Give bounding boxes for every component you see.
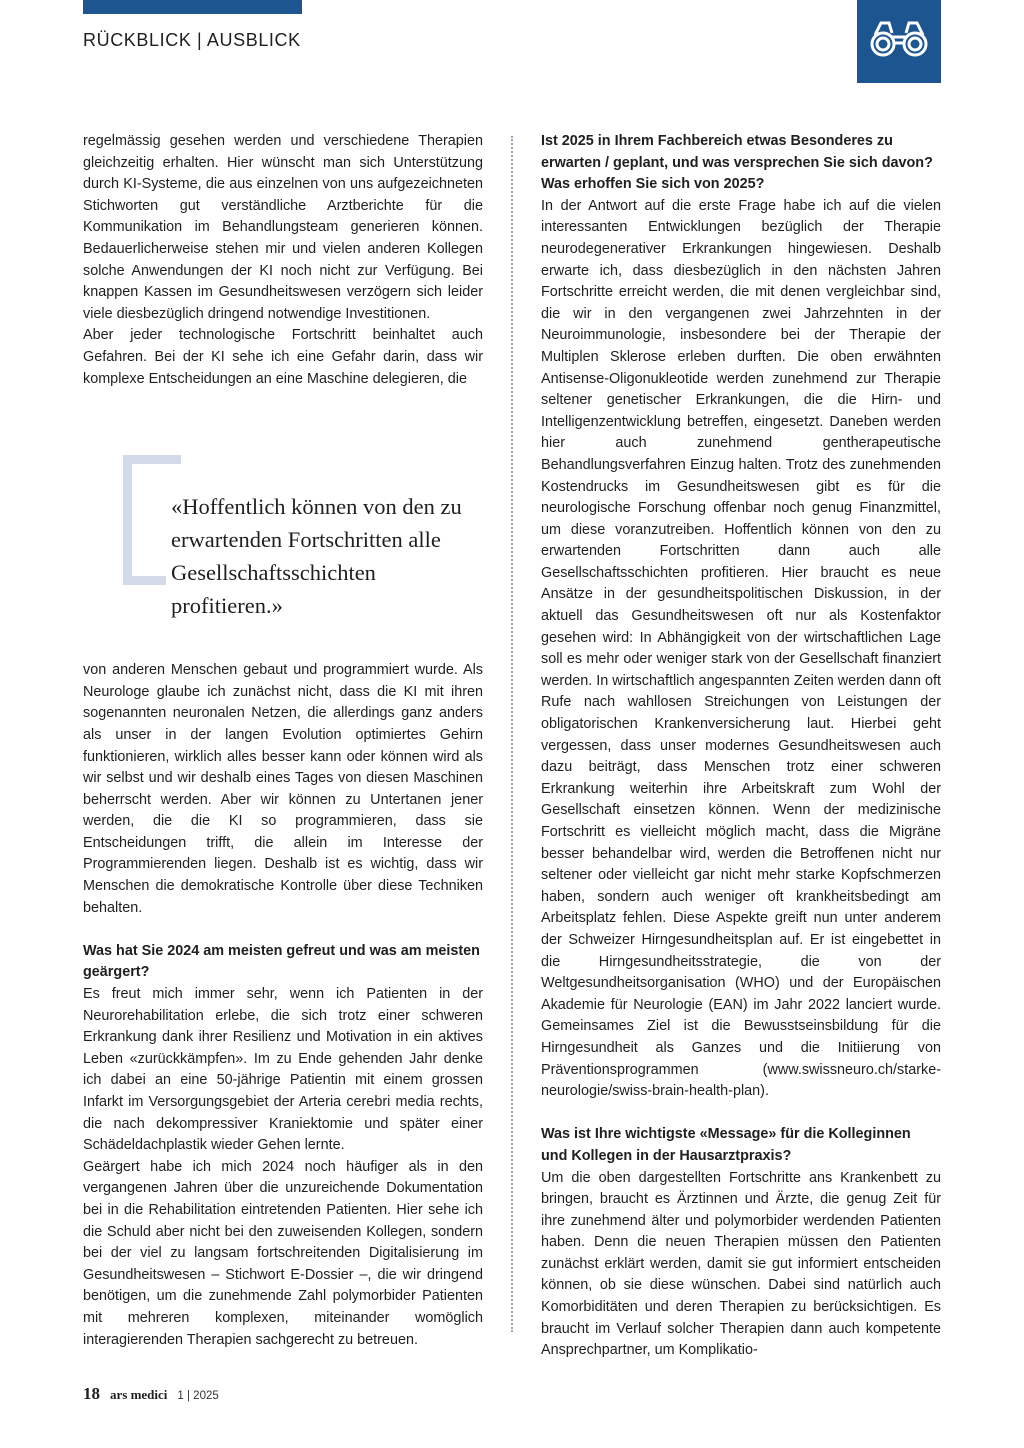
paragraph: regelmässig gesehen werden und verschiedene Therapien gleichzeitig erhalten. Hier wünscht man sich Unterstützung durch KI-Systeme, die aus einzelnen von uns aufgezeichneten Stichworten gut verständliche Arztberichte für die Kommunikation im Behandlungsteam generieren können. Bedauerlicherweise stehen mir und vielen anderen Kollegen solche Anwendungen der KI noch nicht zur Verfügung. Bei knappen Kassen im Gesundheitswesen verzögern sich leider viele diesbezüglich dringend notwendige Investitionen. bbox=[83, 133, 483, 322]
question-heading: Ist 2025 in Ihrem Fachbereich etwas Besonderes zu erwarten / geplant, und was versprechen Sie sich davon? Was erhoffen Sie sich von 2025? bbox=[541, 133, 933, 193]
question-heading: Was ist Ihre wichtigste «Message» für die Kolleginnen und Kollegen in der Hausarztpraxis? bbox=[541, 1126, 911, 1164]
quote-bracket-cap bbox=[157, 455, 181, 464]
question-heading: Was hat Sie 2024 am meisten gefreut und was am meisten geärgert? bbox=[83, 942, 480, 981]
page-footer bbox=[83, 1384, 219, 1404]
left-column bbox=[83, 131, 483, 1351]
page-number: 18 bbox=[83, 1384, 100, 1403]
pull-quote-text: «Hoffentlich können von den zu erwartenden Fortschritten alle Gesellschaftsschichten profitieren.» bbox=[171, 494, 462, 619]
journal-name: ars medici bbox=[110, 1387, 168, 1402]
paragraph: In der Antwort auf die erste Frage habe ich auf die vielen interessanten Entwicklungen bezüglich der Therapie neurodegenerativer Erkrankungen hingewiesen. Deshalb erwarte ich, dass diesbezüglich in den nächsten Jahren Fortschritte erreicht werden, die mit denen vergleichbar sind, die wir in den vergangenen zwei Jahrzehnten in der Neuroimmunologie, insbesondere bei der Therapie der Multiplen Sklerose erleben durften. Die oben erwähnten Antisense-Oligonukleotide werden zunehmend zur Therapie seltener genetischer Erkrankungen, die die Hirn- und Intelligenzentwicklung betreffen, eingesetzt. Daneben werden hier auch zunehmend gentherapeutische Behandlungsverfahren Einzug halten. Trotz des zunehmenden Kostendrucks im Gesundheitswesen gibt es für die neurologische Forschung offenbar noch genug Finanzmittel, um diese voranzutreiben. Hoffentlich können von den zu erwartenden Fortschritten dann auch alle Gesellschaftsschichten profitieren. Hier braucht es neue Ansätze in der gesundheitspolitischen Diskussion, in der aktuell das Gesundheitswesen oft nur als Kostenfaktor gesehen wird: In Abhängigkeit von der wirtschaftlichen Lage soll es mehr oder weniger stark von der Gesellschaft finanziert werden. In wirtschaftlich angespannten Zeiten werden dann oft Rufe nach wahllosen Streichungen von Leistungen der obligatorischen Krankenversicherung laut. Hierbei geht vergessen, dass unser modernes Gesundheitswesen auch dazu beiträgt, dass Menschen trotz einer schweren Erkrankung weiterhin ihre Arbeitskraft zum Wohl der Gesellschaft einsetzen können. Wenn der medizinische Fortschritt es vielleicht möglich macht, dass die Migräne besser behandelbar wird, werden die Betroffenen nicht nur seltener oder vielleicht gar nicht mehr starke Kopfschmerzen haben, sondern auch weniger oft krankheitsbedingt am Arbeitsplatz fehlen. Diese Aspekte greift nun unter anderem der Schweizer Hirngesundheitsplan auf. Er ist eingebettet in die Hirngesundheitsstrategie, die von der Weltgesundheitsorganisation (WHO) und der Europäischen Akademie für Neurologie (EAN) im Jahr 2022 lanciert wurde. Gemeinsames Ziel ist die Bewusstseinsbildung für die Hirngesundheit als Ganzes und die Initiierung von Präventionsprogrammen (www.swissneuro.ch/starke-neurologie/swiss-brain-health-plan). bbox=[541, 197, 941, 1100]
issue-number: 1 | 2025 bbox=[177, 1390, 219, 1402]
paragraph: Aber jeder technologische Fortschritt beinhaltet auch Gefahren. Bei der KI sehe ich eine Gefahr darin, dass wir komplexe Entscheidungen an eine Maschine delegieren, die bbox=[83, 327, 483, 387]
section-icon-box bbox=[857, 0, 941, 83]
binoculars-icon bbox=[867, 19, 931, 64]
right-column bbox=[541, 131, 941, 1362]
header-accent-bar bbox=[83, 0, 302, 14]
section-title: RÜCKBLICK | AUSBLICK bbox=[83, 30, 301, 50]
paragraph: Es freut mich immer sehr, wenn ich Patienten in der Neurorehabilitation erlebe, die sich trotz einer schweren Erkrankung dank ihrer Resilienz und Motivation in ein aktives Leben «zurückkämpfen». Im zu Ende gehenden Jahr denke ich dabei an eine 50-jährige Patientin mit einem grossen Infarkt im Versorgungsgebiet der Arteria cerebri media rechts, die nach dekompressiver Kraniektomie und später einer Schädeldachplastik wieder Gehen lernte. bbox=[83, 986, 483, 1154]
paragraph: Geärgert habe ich mich 2024 noch häufiger als in den vergangenen Jahren über die unzureichende Dokumentation bei in die Rehabilitation eintretenden Patienten. Hier sehe ich die Schuld aber nicht bei den zuweisenden Kollegen, sondern bei der viel zu langsam fortschreitenden Digitalisierung im Gesundheitswesen – Stichwort E-Dossier –, die wir dringend benötigen, um die zunehmende Zahl polymorbider Patienten mit mehreren komplexen, miteinander womöglich interagierenden Therapien sachgerecht zu betreuen. bbox=[83, 1158, 483, 1348]
quote-bracket-decoration bbox=[123, 455, 166, 585]
pull-quote bbox=[83, 390, 483, 660]
column-divider bbox=[511, 136, 513, 1332]
paragraph: Um die oben dargestellten Fortschritte ans Krankenbett zu bringen, braucht es Ärztinnen und Ärzte, die genug Zeit für ihre zunehmend älter und polymorbider werdenden Patienten haben. Denn die neuen Therapien müssen den Patienten zunächst erklärt werden, damit sie gut informiert entscheiden können, ob sie diese wünschen. Dabei sind natürlich auch Komorbiditäten und deren Therapien zu berücksichtigen. Es braucht im Verlauf solcher Therapien dann auch kompetente Ansprechpartner, um Komplikatio- bbox=[541, 1169, 941, 1359]
paragraph: von anderen Menschen gebaut und programmiert wurde. Als Neurologe glaube ich zunächst nicht, dass die KI mit ihren sogenannten neuronalen Netzen, die allerdings ganz anders als unser in der langen Evolution optimiertes Gehirn funktionieren, wirklich alles besser kann oder können wird als wir selbst und wir deshalb eines Tages von diesen Maschinen beherrscht werden. Aber wir können zu Untertanen jener werden, die die KI so programmieren, dass sie Entscheidungen trifft, die allein im Interesse der Programmierenden liegen. Deshalb ist es wichtig, dass wir Menschen die demokratische Kontrolle über diese Techniken behalten. bbox=[83, 662, 483, 916]
